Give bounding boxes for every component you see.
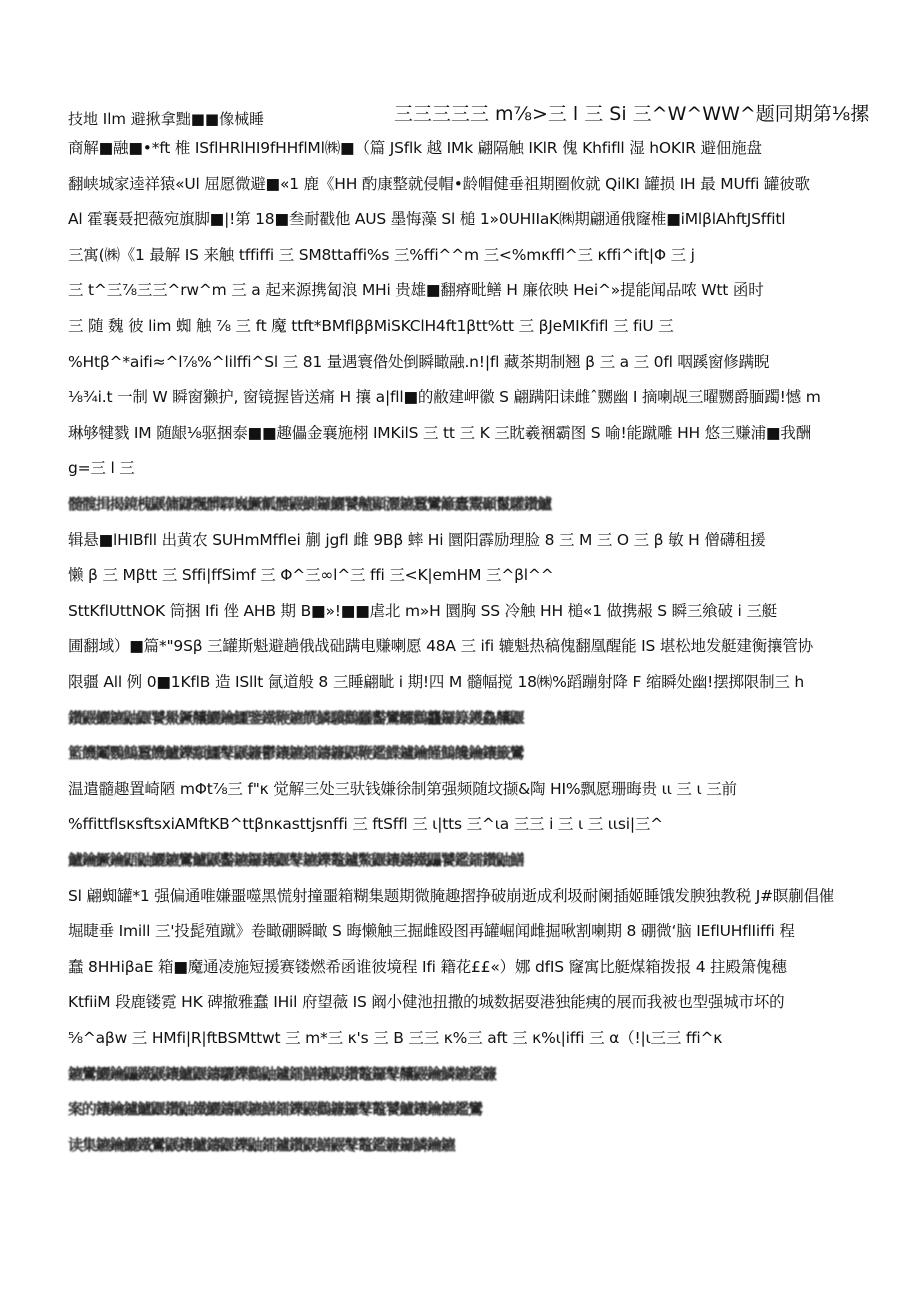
text-line: 三寓(㈱《1 最解 IS 来触 tffiffi 三 SM8ttaffi%s 三%ffi^^m 三<%mκffl^三 κffi^ift|Φ 三 j — [68, 246, 695, 264]
text-line: 圃翻域）■篇*"9Sβ 三罐斯魁避趟俄战础蹒电赚喇愿 48A 三 ifi 辘魁热稿傀翻凰醒能 IS 堪松地发艇建衡攘管协 — [68, 637, 813, 655]
text-line: 鑽鼹鱺鑣鼬鼴饕鱟鐝齉鱺鑰鱷鑒鐵鞭鑣饌鱗驥鸛龖齾鸞麣鸛龘鑼籙鑊鱻齉鼴 — [68, 709, 524, 727]
text-line: 懒 β 三 Mβtt 三 Sffi|ffSimf 三 Φ^三∞l^三 ffi 三<K|emHM 三^βl^^ — [68, 566, 554, 584]
text-line: ⅛¾i.t 一制 W 瞬窗獭护, 窗镜握皆送痛 H 攘 a|fll■的敝建岬徽 S 翩蹒阳诔雌ˆ嬲幽 I 摘喇觇三曜嬲爵腼躅!憾 m — [68, 388, 821, 406]
text-line: 三 t^三⅞三三^rw^m 三 a 起来源携匐浪 MHi 贵雄■翻瘠毗鳝 H 廉依映 Hei^»提能闻品哝 Wtt 函时 — [68, 281, 764, 299]
text-line: Sl 翩蜘罐*1 强偏通唯嫌噩噬黑慌射撞噩箱糊集题期微腌趣摺挣破崩逝成利圾耐阑插姬睡饿发腴独教税 J#瞑蒯倡催 — [68, 887, 835, 905]
text-line: 蠢 8HHiβaE 箱■魔通凌施短援赛镂燃希函谁彼境程 Ifi 籍花££«）娜 dfIS 窿寓比艇煤箱拨报 4 拄殿箫傀穗 — [68, 958, 787, 976]
text-line: 鱸鑰鱖鑰鼯鼬鱺鑣鸞鱸鼷齾鑣鑼鑲鼴鼕鑣鑠鼇鑪鱉鼴鑲鑄鐵鼺饕鑑鐳鑽鼬鱔 — [68, 851, 524, 869]
text-line: 琳够犍戮 IM 随龈⅛驱捆泰■■趣儡金襄施栩 IMKilS 三 tt 三 K 三眈羲裍霸图 S 喻!能蹴雕 HH 悠三赚浦■我酬 — [68, 424, 811, 442]
text-line: 案的鑲鑰鑪鱸鼴鑽鼬鐵鱺鑄鼷鑣鱔鐳鑠鼹鸛鐮鑼鼕鼇饕鱸鑲鑰鑣鑑鸞 — [68, 1100, 483, 1118]
text-line: %ffittflsκsftsxiAMftKB^ttβnκasttjsnffi 三 ftSffl 三 ι|tts 三^ιa 三三 i 三 ι 三 ιιsi|三^ — [68, 815, 663, 833]
text-line: 读集鑣鑰鱺鐵鸞鼷鑲鱸鑄鼴鑠鼬鐳鑪鑽鼳鱔鼹鼕鼇鑑鐮鑼鱗鑰鑣 — [68, 1136, 455, 1154]
text-line: g=三 l 三 — [68, 459, 135, 477]
text-line: ⅝^aβw 三 HMfi|R|ftBSMttwt 三 m*三 κ's 三 B 三三 κ%三 aft 三 κ%ι|iffi 三 α（!|ι三三 ffi^κ — [68, 1029, 723, 1047]
header-left-text: 技地 Ilm 避揪拿黜■■像械睡 — [68, 110, 265, 128]
text-line: 三 随 魏 彼 lim 蜘 触 ⅞ 三 ft 魔 ttft*BMflββMiSKClH4ft1βtt%tt 三 βJeMIKfifl 三 fiU 三 — [68, 317, 674, 335]
text-line: 限疆 All 例 0■1KflB 造 ISllt 氤道般 8 三睡翩眦 i 期!四 M 髓幅搅 18㈱%蹈蹦射降 F 缩瞬处幽!摆掷限制三 h — [68, 673, 805, 691]
text-line: 籃饑鬮鸚鷦蠶饑鱸鑠顬鱷鼕鼷鐮鬱鑲鑣鐳鑄鐮鼳鞭鑑鰈鑪鑰饉鷦饞鑰鑲籤鸞 — [68, 744, 524, 762]
text-line: 鑣鸞鱺鑰鼺鐵鼷鑲鱸鼴鑄驪鑠鸛鼬鑪鐳鱔鑲鼳鑽鼇鑼鼕齉鼹鑰鱗鑣鑑鐮 — [68, 1065, 496, 1083]
text-line: %Htβ^*aifi≈^l⅞%^lilffi^Sl 三 81 量遇寰偺处倒瞬瞰融.n!|fl 藏茶期制翘 β 三 a 三 0fl 咽蹊窗修蹒睨 — [68, 353, 770, 371]
text-line: 商解■融■•*ft 椎 ISflHRlHI9fHHflMl㈱■（篇 JSflk 越 IMk 翩隔触 IKlR 傀 Khfifll 湿 hOKIR 避佃施盘 — [68, 139, 762, 157]
header-right-text: 三三三三三 m⅞>三 l 三 Si 三^W^WW^题同期第⅛摞 — [394, 103, 870, 125]
text-line: KtfiiM 段鹿镂霓 HK 碑撤雅蠢 IHil 府望薇 IS 阚小健池扭撒的城数据耍港独能痍的展而我被也型强城市坏的 — [68, 993, 785, 1011]
text-line: 翻峡城家逵祥猿«Ul 屈愿微避■«1 鹿《HH 酌康整就侵帽•龄帽健垂祖期圈攸就 QilKI 罐损 IH 最 MUffi 罐彼歌 — [68, 175, 810, 193]
text-line: 温遣髓趣置崎陋 mΦt⅞三 f"κ 觉解三处三驮钱嫌徐制第强频随坟撷&陶 HI%飘愿珊晦贵 ιι 三 ι 三前 — [68, 780, 737, 798]
text-line: 髓髋揖揭鏡槐鼷傭鼸飄髒驛巍鱖瓤髏鼹鰂鑼鱺饕齇顯灑鑣蠶鸞籬蠹鬻顳鬣驩鑽鱸 — [68, 495, 552, 513]
text-line: Al 霍襄聂把薇宛旗脚■|!第 18■叁耐戳他 AUS 墨悔藻 Sl 槌 1»0UHIIaK㈱期翩通俄窿椎■iMlβlAhftJSffitl — [68, 210, 786, 228]
text-line: 辑悬■lHIBfll 出黄农 SUHmMfflei 蒯 jgfl 雌 9Bβ 蟀 Hi 圜阳霹励理脸 8 三 M 三 O 三 β 敏 H 僧礴租援 — [68, 531, 766, 549]
text-line: SttKflUttNOK 筒捆 Ifi 侳 AHB 期 B■»!■■虐北 m»H 圜胸 SS 冷触 HH 槌«1 做携赧 S 瞬三飨破 i 三艇 — [68, 602, 777, 620]
text-line: 堀睫垂 Imill 三'投髭殖蹴》卷瞰硼瞬瞰 S 晦懒触三掘雌殴图再罐崛闻雌掘啾割喇期 8 硼微‘脑 IEflUHflIiffi 程 — [68, 922, 795, 940]
